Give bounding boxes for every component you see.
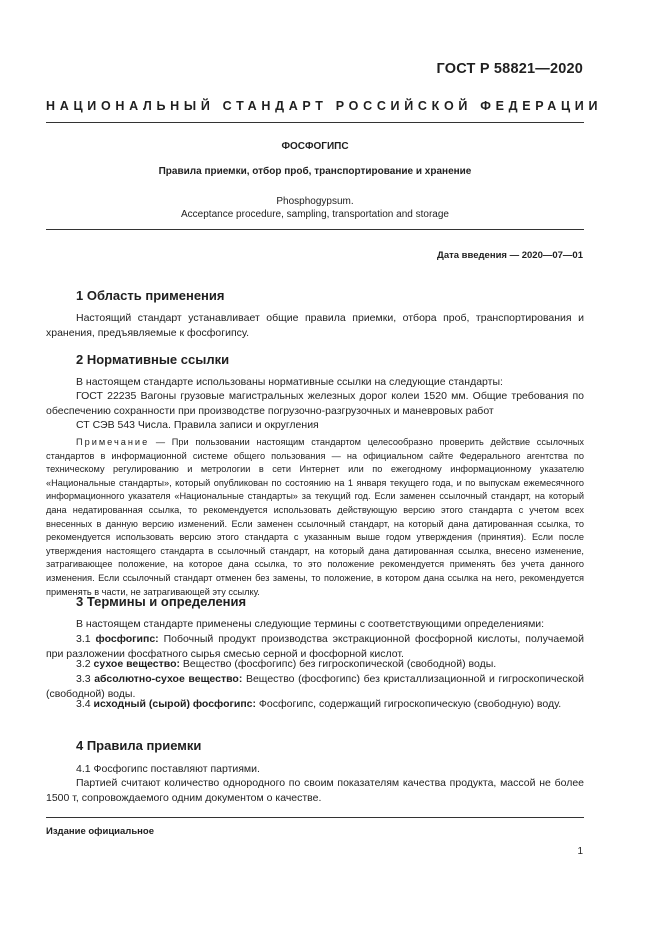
introduction-date: Дата введения — 2020—07—01	[437, 250, 583, 261]
english-title-line-2: Acceptance procedure, sampling, transportation and storage	[181, 209, 449, 220]
references-note	[46, 436, 584, 599]
reference-gost-22235: ГОСТ 22235 Вагоны грузовые магистральных железных дорог колеи 1520 мм. Общие требования по обеспечению сохранности при производстве погрузочно-разгрузочных и маневровых работ	[46, 390, 584, 417]
term-definition: Побочный продукт производства экстракционной фосфорной кислоты, получаемой при разложении фосфатного сырья смесью серной и фосфорной кислот.	[46, 633, 585, 660]
footer-divider	[46, 817, 584, 818]
official-edition-label: Издание официальное	[46, 826, 154, 837]
title-divider	[46, 229, 584, 230]
top-divider	[46, 122, 584, 123]
document-subtitle: Правила приемки, отбор проб, транспортирование и хранение	[158, 166, 472, 177]
term-3-4	[46, 697, 584, 712]
standard-number: ГОСТ Р 58821—2020	[436, 61, 583, 77]
term-definition: Вещество (фосфогипс) без гигроскопической (свободной) воды.	[180, 658, 497, 670]
section-1-heading: 1 Область применения	[76, 288, 225, 303]
term-number: 3.4	[76, 698, 94, 710]
note-label: Примечание	[76, 437, 150, 447]
reference-st-sev-543: СТ СЭВ 543 Числа. Правила записи и округления	[76, 419, 319, 431]
term-definition: Вещество (фосфогипс) без кристаллизационной и гигроскопической (свободной) воды.	[46, 673, 584, 700]
document-title: ФОСФОГИПС	[281, 141, 349, 152]
term-definition: Фосфогипс, содержащий гигроскопическую (свободную) воду.	[256, 698, 562, 710]
term-name: исходный (сырой) фосфогипс:	[93, 698, 257, 710]
term-name: абсолютно-сухое вещество:	[94, 673, 243, 685]
term-number: 3.1	[76, 633, 96, 645]
section-4-heading: 4 Правила приемки	[76, 738, 202, 753]
section-2-heading: 2 Нормативные ссылки	[76, 352, 230, 367]
term-name: фосфогипс:	[95, 633, 159, 645]
section-3-intro: В настоящем стандарте применены следующие термины с соответствующими определениями:	[76, 618, 545, 630]
section-4-paragraph-2: Партией считают количество однородного по своим показателям качества продукта, массой не более 1500 т, сопровождаемого одним документом о качестве.	[46, 777, 584, 804]
section-4-paragraph-1: 4.1 Фосфогипс поставляют партиями.	[76, 763, 260, 775]
term-number: 3.2	[76, 658, 94, 670]
section-2-intro: В настоящем стандарте использованы нормативные ссылки на следующие стандарты:	[76, 376, 503, 388]
section-3-heading: 3 Термины и определения	[76, 594, 247, 609]
english-title-line-1: Phosphogypsum.	[276, 196, 354, 207]
term-name: сухое вещество:	[93, 658, 180, 670]
term-3-2	[46, 657, 584, 672]
page-number: 1	[577, 846, 583, 857]
note-text: — При пользовании настоящим стандартом целесообразно проверить действие ссылочных стандартов в информационной системе общего пользования — на официальном сайте Федерального агентства по техническому регулированию и метрологии в сети Интернет или по ежегодному информационному указателю «Национальные стандарты», который опубликован по состоянию на 1 января текущего года, и по выпускам ежемесячного информационного указателя «Национальные стандарты» за текущий год. Если заменен ссылочный стандарт, на который дана недатированная ссылка, то рекомендуется использовать действующую версию этого стандарта с учетом всех внесенных в данную версию изменений. Если заменен ссылочный стандарт, на который дана датированная ссылка, то рекомендуется использовать версию этого стандарта с указанным выше годом утверждения (принятия). Если после утверждения настоящего стандарта в ссылочный стандарт, на который дана датированная ссылка, внесено изменение, затрагивающее положение, на которое дана ссылка, то это положение рекомендуется применять без учета данного изменения. Если ссылочный стандарт отменен без замены, то положение, в котором дана ссылка на него, рекомендуется применять в части, не затрагивающей эту ссылку.	[46, 437, 584, 597]
section-1-text: Настоящий стандарт устанавливает общие правила приемки, отбора проб, транспортирования и хранения, предъявляемые к фосфогипсу.	[46, 312, 584, 339]
national-standard-banner: НАЦИОНАЛЬНЫЙ СТАНДАРТ РОССИЙСКОЙ ФЕДЕРАЦИИ	[46, 99, 603, 113]
term-number: 3.3	[76, 673, 95, 685]
